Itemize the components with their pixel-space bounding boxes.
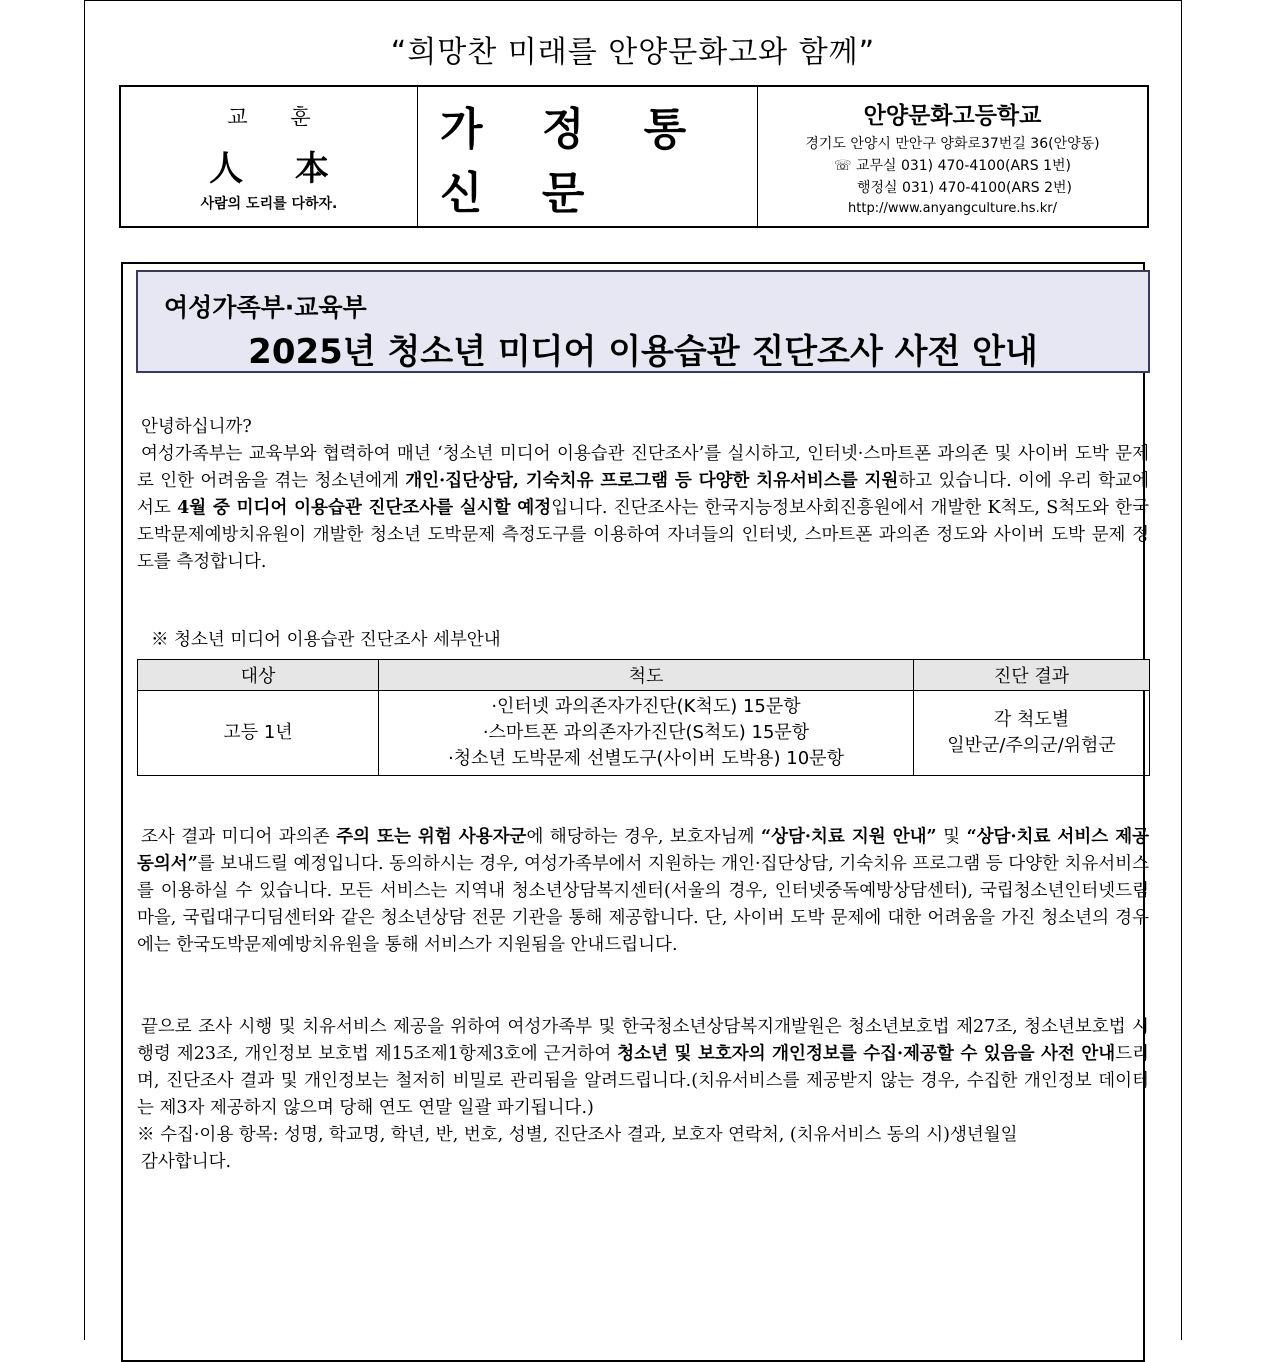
survey-detail-table: [137, 659, 1150, 776]
header-result: 진단 결과: [914, 660, 1150, 691]
table-row: [138, 691, 1150, 776]
result-cell: [914, 691, 1150, 776]
scale-item: ·스마트폰 과의존자가진단(S척도) 15문항: [482, 722, 810, 743]
collected-items: ※ 수집·이용 항목: 성명, 학교명, 학년, 반, 번호, 성별, 진단조사 결과, 보호자 연락처, (치유서비스 동의 시)생년월일: [137, 1125, 1018, 1145]
school-address: 경기도 안양시 만안구 양화로37번길 36(안양동): [805, 136, 1100, 152]
motto-text: 人 本: [209, 149, 349, 189]
scale-item: ·청소년 도박문제 선별도구(사이버 도박용) 10문항: [448, 748, 844, 769]
school-info-cell: [758, 87, 1147, 226]
scale-cell: [379, 691, 914, 776]
document-title: 가 정 통 신 문: [418, 87, 758, 226]
motto-label: 교 훈: [227, 105, 329, 129]
greeting: 안녕하십니까?: [141, 417, 252, 437]
privacy-text: 끝으로 조사 시행 및 치유서비스 제공을 위하여 여성가족부 및 한국청소년상담복지개발원은 청소년보호법 제27조, 청소년보호법 시행령 제23조, 개인정보 보호법 제15조제1항제3호에 근거하여 청소년 및 보호자의 개인정보를 수집·제공할 수 있음을 사전 안내드리며, 진단조사 결과 및 개인정보는 철저히 비밀로 관리됨을 알려드립니다.(치유서비스를 제공받지 않는 경우, 수집한 개인정보 데이터는 제3자 제공하지 않으며 당해 연도 연말 일괄 파기됩니다.): [137, 1017, 1149, 1118]
result-text: 조사 결과 미디어 과의존 주의 또는 위험 사용자군에 해당하는 경우, 보호자님께 “상담·치료 지원 안내” 및 “상담·치료 서비스 제공 동의서”를 보내드릴 예정입니다. 동의하시는 경우, 여성가족부에서 지원하는 개인·집단상담, 기숙치유 프로그램 등 다양한 치유서비스를 이용하실 수 있습니다. 모든 서비스는 지역내 청소년상담복지센터(서울의 경우, 인터넷중독예방상담센터), 국립청소년인터넷드림마을, 국립대구디딤센터와 같은 청소년상담 전문 기관을 통해 제공합니다. 단, 사이버 도박 문제에 대한 어려움을 가진 청소년의 경우에는 한국도박문제예방치유원을 통해 서비스가 지원됨을 안내드립니다.: [137, 827, 1150, 955]
intro-text: 여성가족부는 교육부와 협력하여 매년 ‘청소년 미디어 이용습관 진단조사’를 실시하고, 인터넷·스마트폰 과의존 및 사이버 도박 문제로 인한 어려움을 겪는 청소년에게 개인·집단상담, 기숙치유 프로그램 등 다양한 치유서비스를 지원하고 있습니다. 이에 우리 학교에서도 4월 중 미디어 이용습관 진단조사를 실시할 예정입니다. 진단조사는 한국지능정보사회진흥원에서 개발한 K척도, S척도와 한국도박문제예방치유원이 개발한 청소년 도박문제 측정도구를 이용하여 자녀들의 인터넷, 스마트폰 과의존 정도와 사이버 도박 문제 정도를 측정합니다.: [137, 444, 1149, 572]
motto-cell: [121, 87, 418, 226]
school-name: 안양문화고등학교: [863, 102, 1042, 129]
header-target: 대상: [138, 660, 379, 691]
detail-note: ※ 청소년 미디어 이용습관 진단조사 세부안내: [151, 630, 501, 650]
result-paragraph: [137, 824, 1149, 959]
phone-admin: 행정실 031) 470-4100(ARS 2번): [856, 180, 1073, 196]
notice-title: 2025년 청소년 미디어 이용습관 진단조사 사전 안내: [248, 332, 1038, 372]
letterhead: [119, 85, 1149, 228]
scale-item: ·인터넷 과의존자가진단(K척도) 15문항: [491, 696, 801, 717]
intro-paragraph: [137, 414, 1149, 576]
header-scale: 척도: [379, 660, 914, 691]
target-cell: 고등 1년: [138, 691, 379, 776]
website-link[interactable]: http://www.anyangculture.hs.kr/: [848, 201, 1057, 216]
privacy-paragraph: [137, 1014, 1149, 1176]
notice-title-box: [136, 270, 1150, 373]
document-page: [84, 0, 1182, 1340]
result-line: 각 척도별: [993, 709, 1070, 730]
closing: 감사합니다.: [141, 1152, 232, 1172]
notice-content: [121, 262, 1150, 1362]
phone-teachers: ☏ 교무실 031) 470-4100(ARS 1번): [833, 158, 1071, 174]
result-line: 일반군/주의군/위험군: [947, 735, 1116, 756]
school-slogan: “희망찬 미래를 안양문화고와 함께”: [390, 35, 876, 70]
motto-description: 사람의 도리를 다하자.: [200, 196, 338, 212]
notice-org: 여성가족부·교육부: [164, 293, 367, 322]
